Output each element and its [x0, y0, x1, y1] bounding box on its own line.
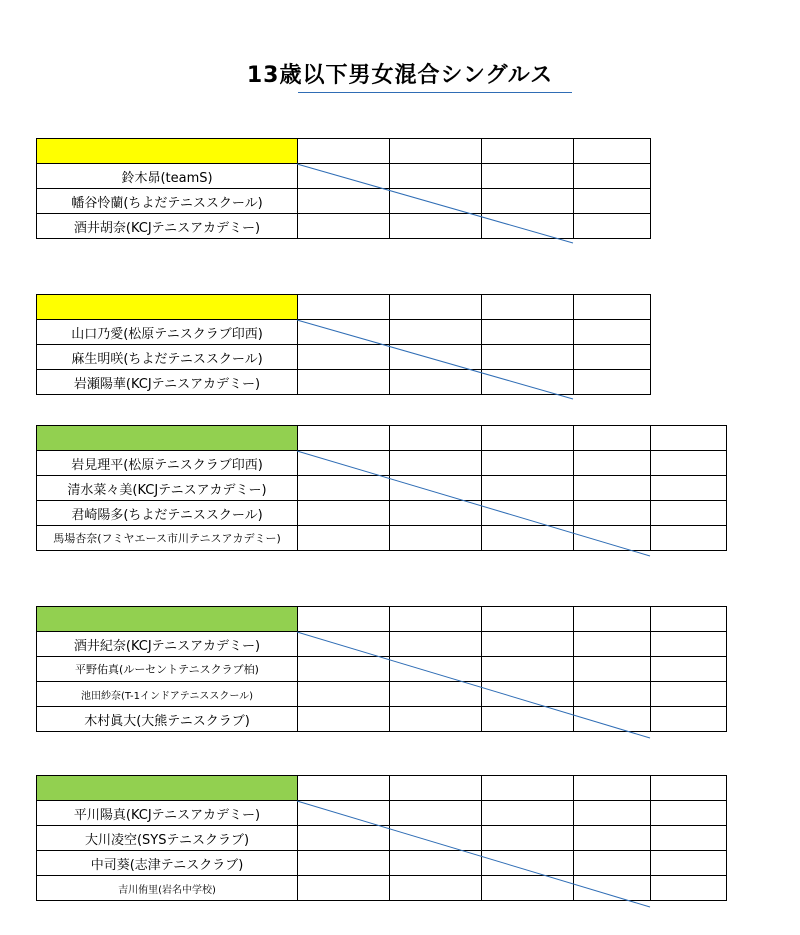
score-cell — [482, 214, 574, 239]
score-cell — [651, 707, 727, 732]
score-cell — [574, 214, 651, 239]
score-cell — [574, 526, 651, 551]
table-row — [37, 451, 727, 476]
score-cell — [574, 826, 651, 851]
group-e-table — [36, 775, 727, 901]
score-cell — [574, 345, 651, 370]
page-title: 13歳以下男女混合シングルス — [246, 63, 554, 88]
score-cell — [574, 476, 651, 501]
player-name: 酒井紀奈(KCJテニスアカデミー) — [37, 632, 298, 657]
score-cell — [482, 682, 574, 707]
group-a-table — [36, 138, 651, 239]
player-name: 中司葵(志津テニスクラブ) — [37, 851, 298, 876]
score-cell — [574, 451, 651, 476]
group-c-table — [36, 425, 727, 551]
score-cell — [390, 682, 482, 707]
table-row — [37, 501, 727, 526]
player-name: 池田紗奈(T-1インドアテニススクール) — [37, 682, 298, 707]
score-cell — [390, 707, 482, 732]
table-row — [37, 682, 727, 707]
player-name: 山口乃愛(松原テニスクラブ印西) — [37, 320, 298, 345]
score-cell — [574, 189, 651, 214]
score-cell — [298, 370, 390, 395]
table-row — [37, 164, 651, 189]
player-name: 酒井胡奈(KCJテニスアカデミー) — [37, 214, 298, 239]
score-cell — [482, 707, 574, 732]
score-cell — [298, 164, 390, 189]
score-cell — [390, 370, 482, 395]
score-cell — [298, 451, 390, 476]
score-cell — [298, 345, 390, 370]
table-row — [37, 801, 727, 826]
table-row — [37, 876, 727, 901]
player-name: 大川凌空(SYSテニスクラブ) — [37, 826, 298, 851]
score-cell — [482, 320, 574, 345]
player-name: 馬場杏奈(フミヤエース市川テニスアカデミー) — [37, 526, 298, 551]
title-underline — [298, 92, 572, 93]
score-cell — [298, 657, 390, 682]
table-row — [37, 526, 727, 551]
score-cell — [482, 501, 574, 526]
table-row — [37, 189, 651, 214]
player-name: 君崎陽多(ちよだテニススクール) — [37, 501, 298, 526]
score-cell — [482, 801, 574, 826]
score-cell — [574, 370, 651, 395]
player-name: 岩見理平(松原テニスクラブ印西) — [37, 451, 298, 476]
group-d — [36, 606, 727, 732]
player-name: 平川陽真(KCJテニスアカデミー) — [37, 801, 298, 826]
score-cell — [390, 214, 482, 239]
score-cell — [651, 876, 727, 901]
score-cell — [482, 451, 574, 476]
score-cell — [390, 320, 482, 345]
score-cell — [390, 632, 482, 657]
table-row — [37, 320, 651, 345]
score-cell — [651, 501, 727, 526]
score-cell — [574, 164, 651, 189]
score-cell — [574, 707, 651, 732]
score-cell — [651, 801, 727, 826]
score-cell — [298, 826, 390, 851]
score-cell — [390, 851, 482, 876]
score-cell — [482, 476, 574, 501]
score-cell — [298, 707, 390, 732]
score-cell — [574, 657, 651, 682]
score-cell — [651, 657, 727, 682]
score-cell — [482, 526, 574, 551]
player-name: 岩瀬陽華(KCJテニスアカデミー) — [37, 370, 298, 395]
table-row — [37, 476, 727, 501]
score-cell — [482, 164, 574, 189]
table-row — [37, 632, 727, 657]
score-cell — [482, 826, 574, 851]
score-cell — [298, 320, 390, 345]
score-cell — [651, 851, 727, 876]
group-a — [36, 138, 651, 239]
group-b-header — [37, 295, 298, 320]
score-cell — [574, 682, 651, 707]
table-row — [37, 707, 727, 732]
score-cell — [651, 526, 727, 551]
group-a-header-cell — [298, 139, 390, 164]
table-row — [37, 214, 651, 239]
score-cell — [574, 801, 651, 826]
score-cell — [298, 851, 390, 876]
score-cell — [298, 632, 390, 657]
score-cell — [482, 876, 574, 901]
score-cell — [574, 320, 651, 345]
score-cell — [482, 632, 574, 657]
player-name: 清水菜々美(KCJテニスアカデミー) — [37, 476, 298, 501]
player-name: 木村眞大(大熊テニスクラブ) — [37, 707, 298, 732]
score-cell — [390, 501, 482, 526]
table-row — [37, 851, 727, 876]
score-cell — [390, 876, 482, 901]
group-c-header — [37, 426, 298, 451]
group-d-header — [37, 607, 298, 632]
score-cell — [574, 876, 651, 901]
score-cell — [298, 876, 390, 901]
table-row — [37, 826, 727, 851]
score-cell — [298, 526, 390, 551]
player-name: 鈴木昴(teamS) — [37, 164, 298, 189]
score-cell — [298, 501, 390, 526]
score-cell — [390, 189, 482, 214]
group-a-header — [37, 139, 298, 164]
score-cell — [390, 657, 482, 682]
score-cell — [390, 164, 482, 189]
player-name: 麻生明咲(ちよだテニススクール) — [37, 345, 298, 370]
score-cell — [482, 345, 574, 370]
score-cell — [298, 682, 390, 707]
score-cell — [651, 476, 727, 501]
table-row — [37, 657, 727, 682]
score-cell — [651, 451, 727, 476]
group-b-table — [36, 294, 651, 395]
score-cell — [482, 189, 574, 214]
group-e — [36, 775, 727, 901]
score-cell — [651, 826, 727, 851]
score-cell — [298, 801, 390, 826]
score-cell — [651, 632, 727, 657]
table-row — [37, 370, 651, 395]
score-cell — [298, 214, 390, 239]
player-name: 吉川侑里(岩名中学校) — [37, 876, 298, 901]
score-cell — [390, 826, 482, 851]
player-name: 幡谷怜蘭(ちよだテニススクール) — [37, 189, 298, 214]
score-cell — [390, 476, 482, 501]
score-cell — [574, 501, 651, 526]
score-cell — [482, 370, 574, 395]
group-d-table — [36, 606, 727, 732]
score-cell — [482, 657, 574, 682]
group-c — [36, 425, 727, 551]
score-cell — [298, 476, 390, 501]
score-cell — [390, 345, 482, 370]
table-row — [37, 345, 651, 370]
score-cell — [298, 189, 390, 214]
score-cell — [390, 526, 482, 551]
score-cell — [574, 851, 651, 876]
score-cell — [651, 682, 727, 707]
player-name: 平野佑真(ルーセントテニスクラブ柏) — [37, 657, 298, 682]
score-cell — [482, 851, 574, 876]
score-cell — [390, 451, 482, 476]
group-b — [36, 294, 651, 395]
score-cell — [390, 801, 482, 826]
score-cell — [574, 632, 651, 657]
group-e-header — [37, 776, 298, 801]
